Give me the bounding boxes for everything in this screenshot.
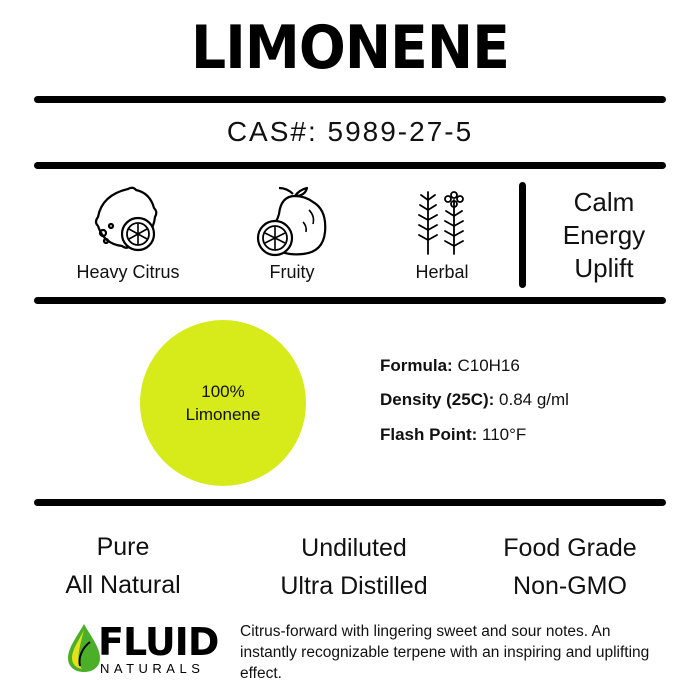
aroma-label-herbal: Herbal xyxy=(415,262,469,282)
property-label: Formula: xyxy=(380,356,453,375)
divider-2 xyxy=(34,162,666,169)
aroma-label-citrus: Heavy Citrus xyxy=(76,262,180,282)
lemon-icon xyxy=(94,184,162,259)
effect-calm: Calm xyxy=(573,187,635,217)
drop-logo-icon xyxy=(66,622,102,679)
badge-pure: Pure xyxy=(96,533,150,561)
badge-food-grade: Food Grade xyxy=(503,534,637,562)
property-value: 110°F xyxy=(477,425,527,444)
effects-list xyxy=(534,186,674,285)
divider-3 xyxy=(34,297,666,304)
badge-all-natural: All Natural xyxy=(65,571,181,599)
property-value: C10H16 xyxy=(452,356,520,375)
herb-icon xyxy=(414,186,470,261)
badge-undiluted: Undiluted xyxy=(301,534,407,562)
aroma-label-fruity: Fruity xyxy=(269,262,315,282)
property-value: 0.84 g/ml xyxy=(494,390,569,409)
effect-uplift: Uplift xyxy=(574,253,634,283)
vertical-divider xyxy=(519,182,526,288)
page-title: LIMONENE xyxy=(190,13,510,83)
brand-name: FLUID xyxy=(98,620,219,664)
property-label: Flash Point: xyxy=(380,425,478,444)
badge-non-gmo: Non-GMO xyxy=(513,572,627,600)
composition-name: Limonene xyxy=(185,405,261,424)
composition-percent: 100% xyxy=(201,382,245,401)
property-density xyxy=(380,390,569,410)
brand-subtitle: NATURALS xyxy=(100,661,205,676)
effect-energy: Energy xyxy=(562,220,646,250)
property-flash-point xyxy=(380,425,526,445)
divider-1 xyxy=(34,96,666,103)
grapefruit-icon xyxy=(253,182,333,263)
cas-number: CAS#: 5989-27-5 xyxy=(226,116,474,147)
property-formula xyxy=(380,356,520,376)
property-label: Density (25C): xyxy=(380,390,495,409)
badge-ultra-distilled: Ultra Distilled xyxy=(280,572,428,600)
divider-4 xyxy=(34,499,666,506)
composition-label xyxy=(140,380,306,426)
description: Citrus-forward with lingering sweet and sour notes. An instantly recognizable terpene with an inspiring and uplifting effect. xyxy=(240,623,650,682)
